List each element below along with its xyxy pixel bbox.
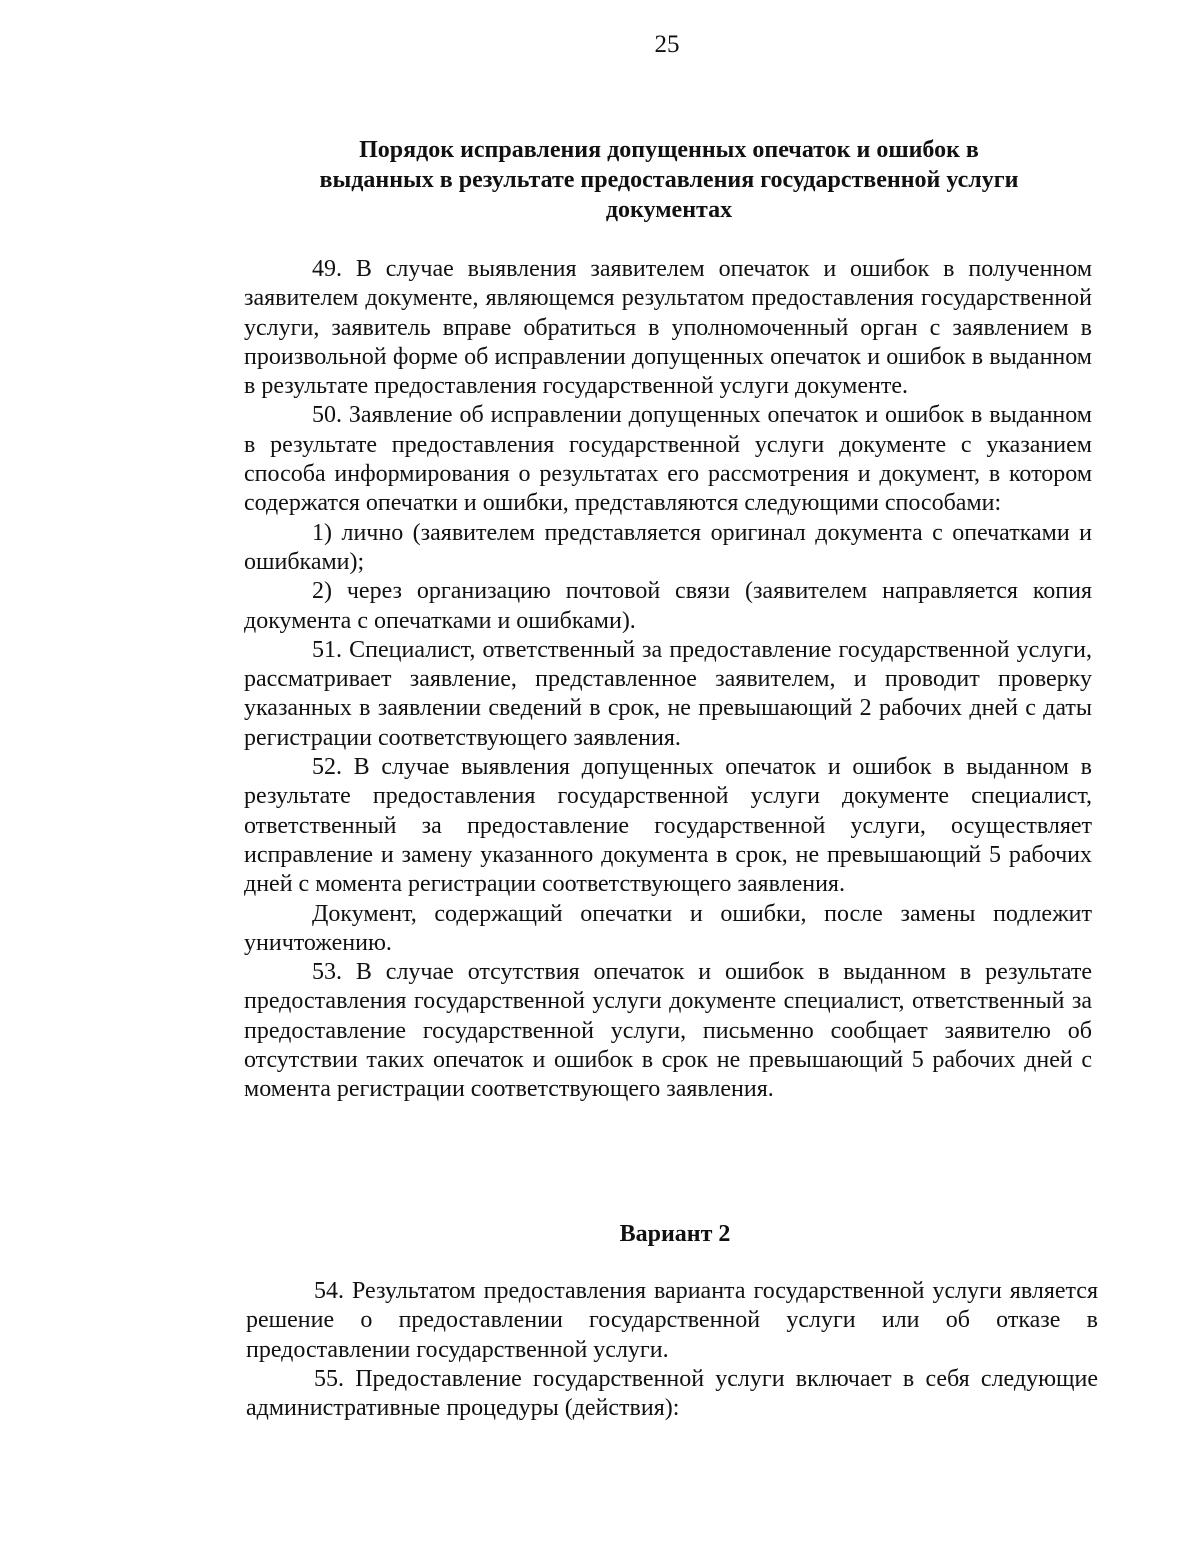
section-heading-line: документах [605, 197, 733, 223]
section-body [244, 255, 1092, 1105]
paragraph-50: 50. Заявление об исправлении допущенных опечаток и ошибок в выданном в результате предоставления государственной услуги документе с указанием способа информирования о результатах его рассмотрения и документ, в котором содержатся опечатки и ошибки, представляются следующими способами: [244, 402, 1092, 517]
paragraph-50-item-2: 2) через организацию почтовой связи (заявителем направляется копия документа с опечатками и ошибками). [244, 578, 1092, 634]
page-number-text: 25 [654, 31, 680, 58]
variant-heading: Вариант 2 [619, 1221, 731, 1247]
paragraph-55: 55. Предоставление государственной услуги включает в себя следующие административные процедуры (действия): [246, 1365, 1098, 1422]
page-number [0, 30, 1200, 60]
section-heading-line: выданных в результате предоставления государственной услуги [319, 167, 1019, 193]
variant-body [246, 1277, 1098, 1423]
paragraph-52: 52. В случае выявления допущенных опечаток и ошибок в выданном в результате предоставления государственной услуги документе специалист, ответственный за предоставление государственной услуги, осуществляет исправление и замену указанного документа в срок, не превышающий 5 рабочих дней с момента регистрации соответствующего заявления. [244, 754, 1092, 898]
paragraph-50-item-1: 1) лично (заявителем представляется оригинал документа с опечатками и ошибками); [244, 519, 1092, 575]
paragraph-54: 54. Результатом предоставления варианта государственной услуги является решение о предоставлении государственной услуги или об отказе в предоставлении государственной услуги. [246, 1278, 1098, 1363]
paragraph-53: 53. В случае отсутствия опечаток и ошибок в выданном в результате предоставления государственной услуги документе специалист, ответственный за предоставление государственной услуги, письменно сообщает заявителю об отсутствии таких опечаток и ошибок в срок не превышающий 5 рабочих дней с момента регистрации соответствующего заявления. [244, 959, 1092, 1103]
paragraph-49: 49. В случае выявления заявителем опечаток и ошибок в полученном заявителем документе, являющемся результатом предоставления государственной услуги, заявитель вправе обратиться в уполномоченный орган с заявлением в произвольной форме об исправлении допущенных опечаток и ошибок в выданном в результате предоставления государственной услуги документе. [244, 256, 1092, 400]
section-heading [244, 135, 1094, 225]
section-heading-line: Порядок исправления допущенных опечаток и ошибок в [359, 137, 979, 163]
paragraph-51: 51. Специалист, ответственный за предоставление государственной услуги, рассматривает заявление, представленное заявителем, и проводит проверку указанных в заявлении сведений в срок, не превышающий 2 рабочих дней с даты регистрации соответствующего заявления. [244, 636, 1092, 751]
paragraph-52-note: Документ, содержащий опечатки и ошибки, после замены подлежит уничтожению. [244, 900, 1092, 956]
